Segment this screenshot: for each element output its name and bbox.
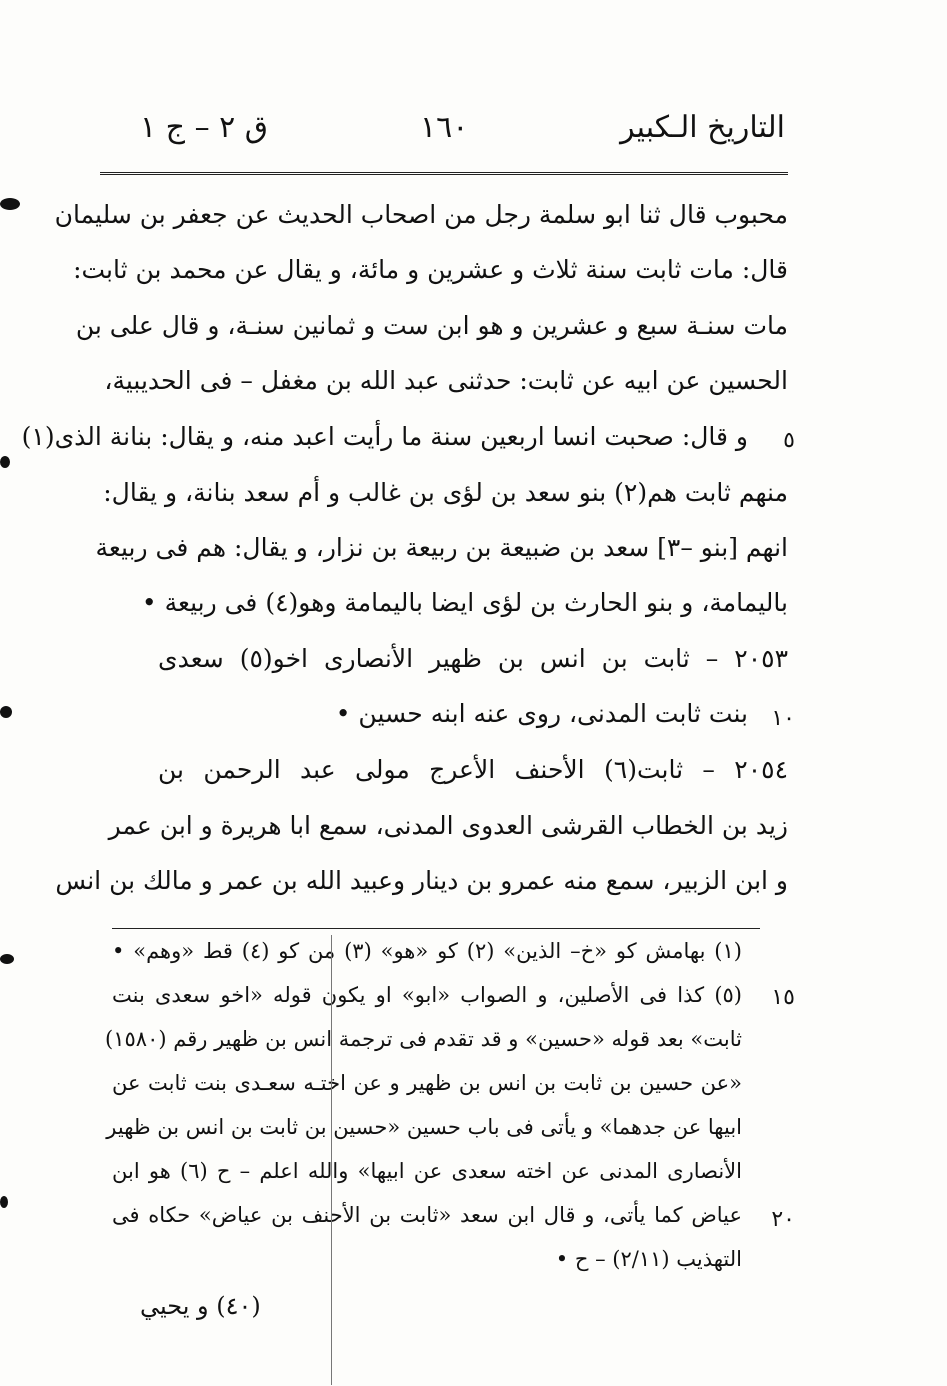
text-line: منهم ثابت هم(٢) بنو سعد بن لؤى بن غالب و أم سعد بنانة، و يقال: (103, 478, 788, 507)
page-number: ١٦٠ (420, 110, 469, 145)
footnotes (105, 935, 742, 1275)
line-number-20: ٢٠ (771, 1207, 795, 1232)
footnote-line: ثابت» بعد قوله «حسين» و قد تقدم فى ترجمة انس بن ظهير رقم (١٥٨٠) (105, 1027, 742, 1051)
signature-mark: (٤٠) و يحيي (140, 1292, 261, 1320)
scan-blot (0, 198, 20, 210)
text-line: قال: مات ثابت سنة ثلاث و عشرين و مائة، و يقال عن محمد بن ثابت: (73, 255, 788, 284)
scan-blot (0, 706, 12, 718)
book-title: التاريخ الـكبير (620, 110, 785, 145)
footnote-rule (112, 928, 760, 929)
page-header (140, 110, 785, 160)
text-line: الحسين عن ابيه عن ثابت: حدثنى عبد الله بن مغفل – فى الحديبية، (104, 366, 788, 395)
line-number-15: ١٥ (771, 985, 795, 1010)
scan-blot (0, 1196, 8, 1208)
footnote-line: (١) بهامش كو «خ– الذين» (٢) كو «هو» (٣) من كو (٤) قط «وهم» • (112, 939, 742, 963)
volume-reference: ق ٢ – ج ١ (140, 110, 269, 145)
footnote-line: «عن حسين بن ثابت بن انس بن ظهير و عن اختـه سعـدى بنت ثابت عن (112, 1071, 742, 1095)
line-number-10: ١٠ (771, 706, 795, 731)
text-line: بنت ثابت المدنى، روى عنه ابنه حسين • (335, 699, 748, 728)
text-line: و قال: صحبت انسا اربعين سنة ما رأيت اعبد منه، و يقال: بنانة الذى(١) (21, 422, 748, 451)
entry-heading-2054: ٢٠٥٤ – ثابت(٦) الأحنف الأعرج مولى عبد الرحمن بن (158, 755, 788, 784)
header-rule (100, 172, 788, 175)
main-text (21, 195, 788, 915)
text-line: زيد بن الخطاب القرشى العدوى المدنى، سمع ابا هريرة و ابن عمر (108, 811, 788, 840)
text-line: باليمامة، و بنو الحارث بن لؤى ايضا باليمامة وهو(٤) فى ربيعة • (141, 588, 788, 617)
line-number-5: ٥ (783, 428, 795, 453)
footnote-line: (٥) كذا فى الأصلين، و الصواب «ابو» او يكون قوله «اخو سعدى بنت (112, 983, 742, 1007)
entry-heading-2053: ٢٠٥٣ – ثابت بن انس بن ظهير الأنصارى اخو(٥) سعدى (158, 644, 788, 673)
footnote-line: الأنصارى المدنى عن اخته سعدى عن ابيها» والله اعلم – ح (٦) هو ابن (112, 1159, 742, 1183)
text-line: و ابن الزبير، سمع منه عمرو بن دينار وعبيد الله بن عمر و مالك بن انس (55, 866, 788, 895)
footnote-line: ابيها عن جدهما» و يأتى فى باب حسين «حسين بن ثابت بن انس بن ظهير (106, 1115, 742, 1139)
scan-crease-line (331, 935, 332, 1385)
scan-blot (0, 954, 14, 964)
footnote-line: التهذيب (٢/١١) – ح • (555, 1247, 742, 1271)
scan-blot (0, 456, 10, 468)
text-line: انهم [بنو –٣] سعد بن ضبيعة بن ربيعة بن نزار، و يقال: هم فى ربيعة (95, 533, 788, 562)
text-line: مات سنـة سبع و عشرين و هو ابن ست و ثمانين سنـة، و قال على بن (75, 311, 788, 340)
footnote-line: عياض كما يأتى، و قال ابن سعد «ثابت بن الأحنف بن عياض» حكاه فى (112, 1203, 742, 1227)
text-line: محبوب قال ثنا ابو سلمة رجل من اصحاب الحديث عن جعفر بن سليمان (54, 200, 788, 229)
